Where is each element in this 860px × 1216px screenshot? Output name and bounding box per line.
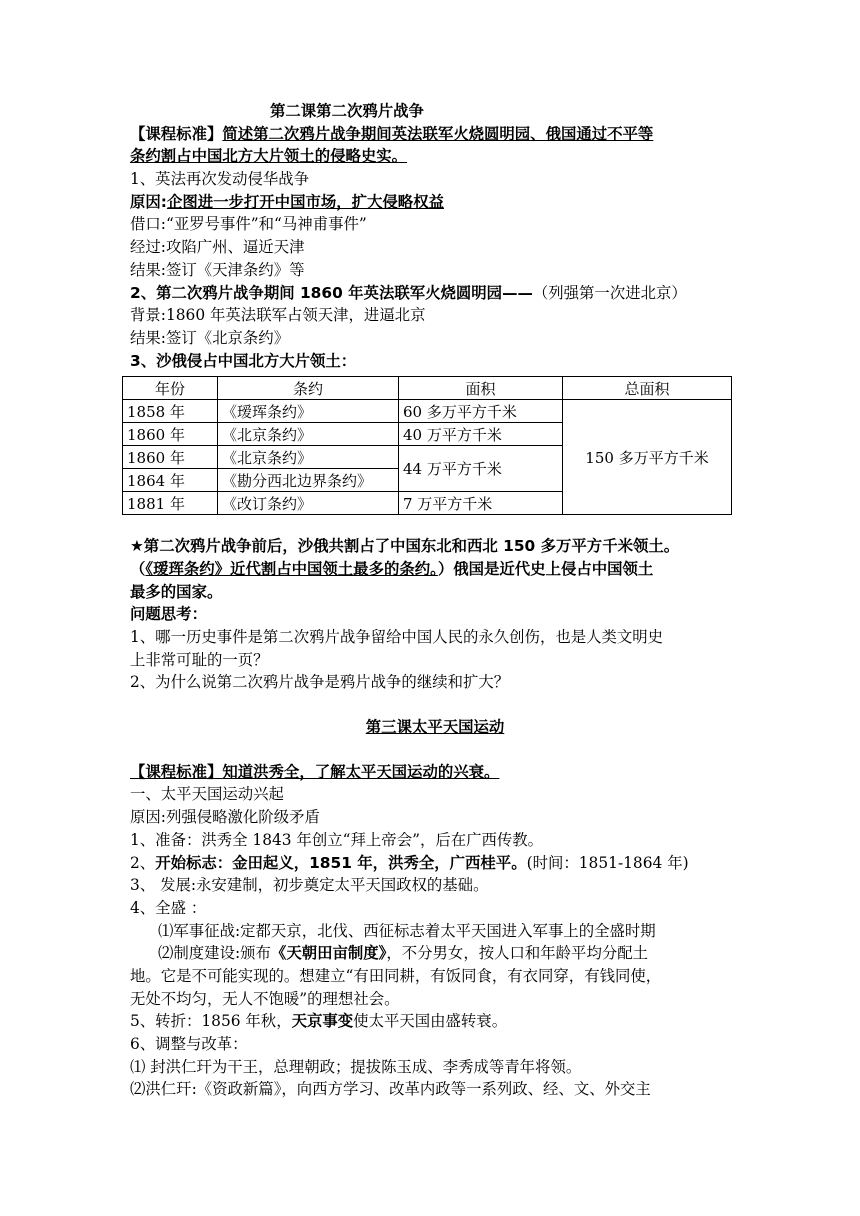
peak-military: ⑴军事征战:定都天京，北伐、西征标志着太平天国进入军事上的全盛时期 [158,921,656,940]
star-summary-line-3: 最多的国家。 [130,582,223,601]
star-summary-line-2 [130,558,740,581]
table-row [123,400,732,423]
cell-year: 1860 年 [123,446,218,469]
start-prefix: 2、 [130,853,156,872]
document-page [127,100,740,1101]
cell-treaty: 《北京条约》 [218,423,399,446]
lesson-2-title: 第二课第二次鸦片战争 [270,102,424,120]
cell-treaty: 《瑷珲条约》 [218,400,399,423]
start-line [130,852,740,875]
cell-year: 1860 年 [123,423,218,446]
russia-note: ）俄国是近代史上侵占中国领土 [437,559,654,578]
tianjing-incident: 天京事变 [291,1012,354,1031]
lesson-3-title: 第三课太平天国运动 [365,718,505,737]
cause-line [130,191,740,214]
header-year: 年份 [123,377,218,400]
section-2-result: 结果:签订《北京条约》 [130,328,290,347]
land-system-title: 《天朝田亩制度》 [270,944,387,963]
turning-point-line [130,1010,740,1033]
cell-year: 1881 年 [123,492,218,515]
adjustment-1: ⑴ 封洪仁玕为干王，总理朝政；提拔陈玉成、李秀成等青年将领。 [130,1057,582,1076]
start-sign: 开始标志：金田起义，1851 年，洪秀全，广西桂平。 [155,853,527,872]
cell-treaty: 《改订条约》 [218,492,399,515]
cell-area: 7 万平方千米 [399,492,563,515]
peak-system-cont-1: 地。它是不可能实现的。想建立“有田同耕，有饭同食，有衣同穿，有钱同使， [130,966,662,985]
adjustment-heading: 6、调整与改革： [130,1035,248,1053]
start-time: (时间：1851-1864 年) [526,853,689,872]
header-area: 面积 [399,377,563,400]
turning-suffix: 使太平天国由盛转衰。 [353,1012,508,1031]
process-line: 经过:攻陷广州、逼近天津 [130,238,305,257]
section-2-title: 2、第二次鸦片战争期间 1860 年英法联军火烧圆明园—— [130,283,533,302]
standard-label: 【课程标准】 [130,124,223,143]
cell-area: 44 万平方千米 [399,446,563,492]
question-label: 问题思考： [130,605,207,624]
header-total: 总面积 [563,377,732,400]
result-line: 结果:签订《天津条约》等 [130,260,305,279]
section-2-note: （列强第一次进北京） [532,283,687,302]
lesson-2-standard-line-2: 条约割占中国北方大片领土的侵略史实。 [130,147,408,166]
peak-system-cont-2: 无处不均匀，无人不饱暖”的理想社会。 [130,989,400,1008]
table-header-row [123,377,732,400]
standard-label: 【课程标准】 [130,762,223,781]
header-treaty: 条约 [218,377,399,400]
cell-area: 40 万平方千米 [399,423,563,446]
peak-system-prefix: ⑵制度建设:颁布 [158,944,271,963]
preparation-line: 1、准备：洪秀全 1843 年创立“拜上帝会”，后在广西传教。 [130,830,544,849]
section-3-heading: 3、沙俄侵占中国北方大片领土： [130,351,357,370]
peak-heading: 4、全盛 ： [130,898,207,917]
standard-text: 知道洪秀全，了解太平天国运动的兴衰。 [222,762,500,781]
lesson-3-section-1: 一、太平天国运动兴起 [130,785,284,804]
cell-year: 1864 年 [123,469,218,492]
lesson-3-standard [130,761,740,784]
cell-treaty: 《北京条约》 [218,446,399,469]
section-1-heading: 1、英法再次发动侵华战争 [130,170,310,189]
peak-system [130,942,740,965]
pretext-line: 借口:“亚罗号事件”和“马神甫事件” [130,215,367,234]
standard-text: 简述第二次鸦片战争期间英法联军火烧圆明园、俄国通过不平等 [222,124,654,143]
paren-open: （ [130,559,146,578]
cause-label: 原因: [130,192,167,211]
cell-year: 1858 年 [123,400,218,423]
question-2: 2、为什么说第二次鸦片战争是鸦片战争的继续和扩大？ [130,673,510,692]
question-1-line-1: 1、哪一历史事件是第二次鸦片战争留给中国人民的永久创伤，也是人类文明史 [130,628,664,646]
cell-treaty: 《勘分西北边界条约》 [218,469,399,492]
cell-total: 150 多万平方千米 [563,400,732,515]
question-1-line-2: 上非常可耻的一页？ [130,650,269,669]
cell-area: 60 多万平方千米 [399,400,563,423]
aihun-note: 《瑷珲条约》近代割占中国领土最多的条约。 [145,559,438,578]
lesson-2-standard-line-1 [130,123,740,146]
section-2-heading [130,282,740,305]
turning-prefix: 5、转折：1856 年秋， [130,1012,292,1031]
lesson-3-cause: 原因:列强侵略激化阶级矛盾 [130,808,320,827]
peak-system-text: ，不分男女，按人口和年龄平均分配土 [386,944,649,963]
adjustment-2: ⑵洪仁玕:《资政新篇》，向西方学习、改革内政等一系列政、经、文、外交主 [130,1080,651,1099]
territory-table [122,376,732,515]
cause-text: 企图进一步打开中国市场，扩大侵略权益 [166,192,444,211]
star-summary-line: ★第二次鸦片战争前后，沙俄共割占了中国东北和西北 150 多万平方千米领土。 [130,537,680,556]
background-line: 背景:1860 年英法联军占领天津，进逼北京 [130,306,426,325]
development-line: 3、 发展:永安建制，初步奠定太平天国政权的基础。 [130,876,489,895]
